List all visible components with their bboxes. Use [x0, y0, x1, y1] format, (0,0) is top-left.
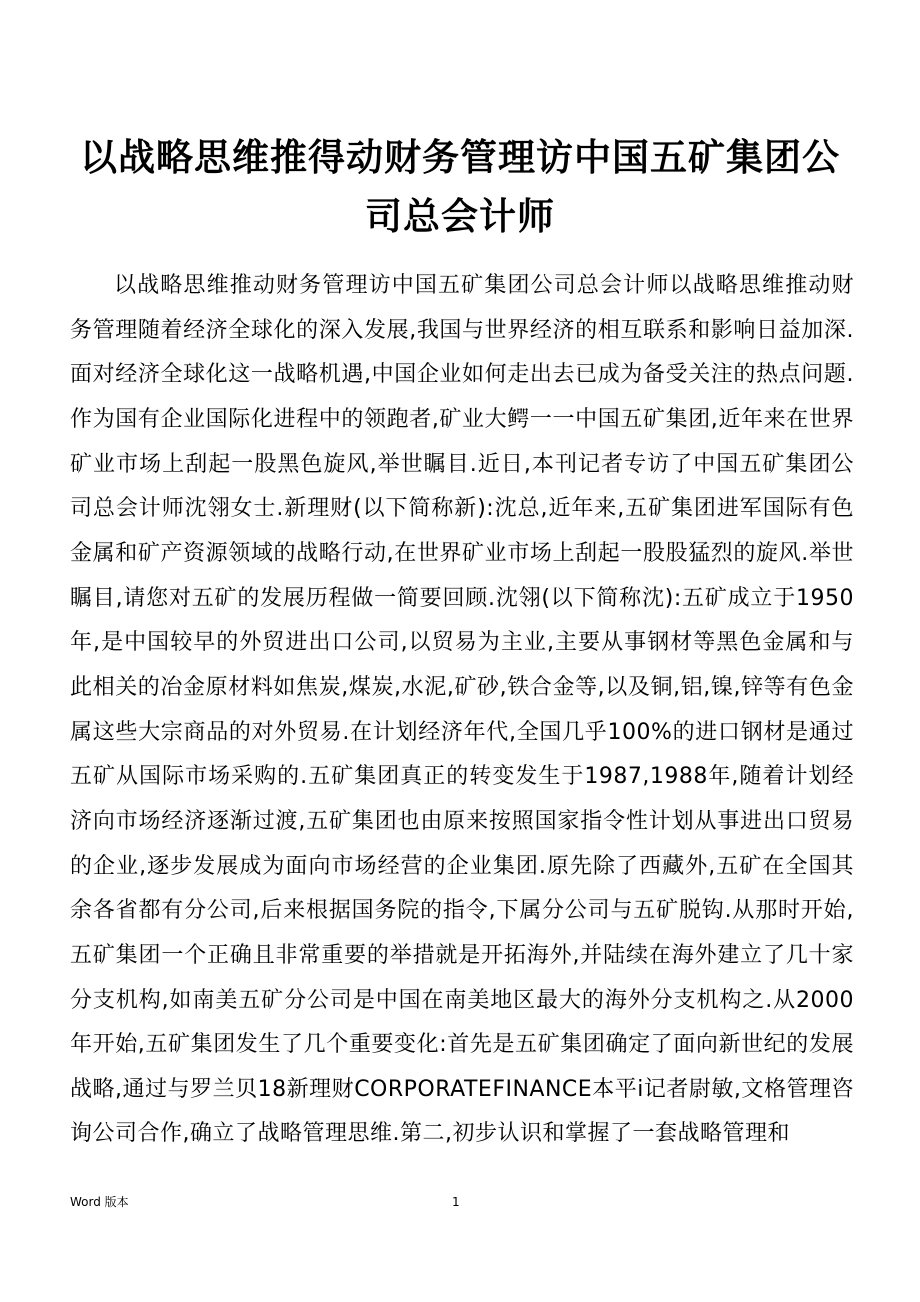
footer-label: Word 版本 — [70, 1195, 129, 1209]
page-number: 1 — [452, 1195, 460, 1209]
document-title: 以战略思维推得动财务管理访中国五矿集团公司总会计师 — [80, 136, 840, 238]
body-paragraph: 以战略思维推动财务管理访中国五矿集团公司总会计师以战略思维推动财务管理随着经济全球化的深入发展,我国与世界经济的相互联系和影响日益加深.面对经济全球化这一战略机遇,中国企业如何走出去已成为备受关注的热点问题.作为国有企业国际化进程中的领跑者,矿业大鳄一一中国五矿集团,近年来在世界矿业市场上刮起一股黑色旋风,举世瞩目.近日,本刊记者专访了中国五矿集团公司总会计师沈翎女士.新理财(以下简称新):沈总,近年来,五矿集团进军国际有色金属和矿产资源领域的战略行动,在世界矿业市场上刮起一股股猛烈的旋风.举世瞩目,请您对五矿的发展历程做一简要回顾.沈翎(以下简称沈):五矿成立于1950年,是中国较早的外贸进出口公司,以贸易为主业,主要从事钢材等黑色金属和与此相关的冶金原材料如焦炭,煤炭,水泥,矿砂,铁合金等,以及铜,铝,镍,锌等有色金属这些大宗商品的对外贸易.在计划经济年代,全国几乎100%的进口钢材是通过五矿从国际市场采购的.五矿集团真正的转变发生于1987,1988年,随着计划经济向市场经济逐渐过渡,五矿集团也由原来按照国家指令性计划从事进出口贸易的企业,逐步发展成为面向市场经营的企业集团.原先除了西藏外,五矿在全国其余各省都有分公司,后来根据国务院的指令,下属分公司与五矿脱钩.从那时开始,五矿集团一个正确且非常重要的举措就是开拓海外,并陆续在海外建立了几十家分支机构,如南美五矿分公司是中国在南美地区最大的海外分支机构之.从2000年开始,五矿集团发生了几个重要变化:首先是五矿集团确定了面向新世纪的发展战略,通过与罗兰贝18新理财CORPORATEFINANCE本平i记者尉敏,文格管理咨询公司合作,确立了战略管理思维.第二,初步认识和掌握了一套战略管理和 — [70, 273, 854, 1147]
